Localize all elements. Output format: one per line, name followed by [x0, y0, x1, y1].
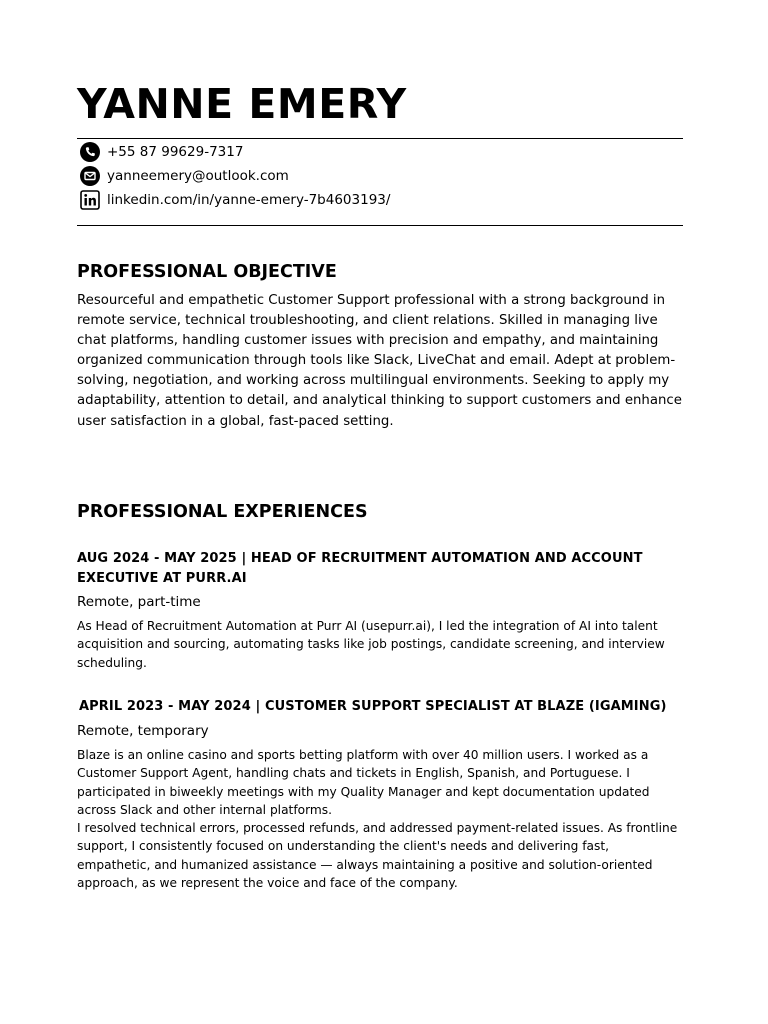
- contact-linkedin: [79, 189, 390, 211]
- objective-text: Resourceful and empathetic Customer Support professional with a strong background in remote service, technical troubleshooting, and client relations. Skilled in managing live chat platforms, handling customer issues with precision and empathy, and maintaining organized communication through tools like Slack, LiveChat and email. Adept at problem-solving, negotiation, and working across multilingual environments. Seeking to apply my adaptability, attention to detail, and analytical thinking to support customers and enhance user satisfaction in a global, fast-paced setting.: [77, 293, 682, 429]
- job-title-blaze: APRIL 2023 - MAY 2024 | CUSTOMER SUPPORT SPECIALIST AT BLAZE (IGAMING): [79, 699, 667, 714]
- job-subtitle-purr: Remote, part-time: [77, 594, 201, 610]
- email-address[interactable]: yanneemery@outlook.com: [107, 168, 289, 184]
- email-icon: [79, 165, 101, 187]
- job-subtitle-blaze: Remote, temporary: [77, 723, 209, 739]
- experiences-heading: PROFESSIONAL EXPERIENCES: [77, 502, 368, 522]
- phone-number[interactable]: +55 87 99629-7317: [107, 144, 244, 160]
- linkedin-icon: [79, 189, 101, 211]
- contact-email: [79, 165, 289, 187]
- header-divider-top: [77, 138, 683, 139]
- linkedin-url[interactable]: linkedin.com/in/yanne-emery-7b4603193/: [107, 192, 391, 208]
- job-description-blaze: [77, 746, 683, 892]
- job-description-purr: As Head of Recruitment Automation at Purr AI (usepurr.ai), I led the integration of AI into talent acquisition and sourcing, automating tasks like job postings, candidate screening, and interview scheduling.: [77, 619, 665, 670]
- job-description-blaze-paragraph-1: Blaze is an online casino and sports betting platform with over 40 million users. I worked as a Customer Support Agent, handling chats and tickets in English, Spanish, and Portuguese. I participated in biweekly meetings with my Quality Manager and kept documentation updated across Slack and other internal platforms.: [77, 748, 650, 817]
- job-description-blaze-paragraph-2: I resolved technical errors, processed refunds, and addressed payment-related issues. As frontline support, I consistently focused on understanding the client's needs and delivering fast, empathetic, and humanized assistance — always maintaining a positive and solution-oriented approach, as we represent the voice and face of the company.: [77, 821, 678, 891]
- objective-heading: PROFESSIONAL OBJECTIVE: [77, 262, 337, 282]
- phone-icon: [79, 141, 101, 163]
- header-divider-bottom: [77, 225, 683, 226]
- candidate-name: YANNE EMERY: [77, 80, 407, 128]
- contact-phone: [79, 141, 243, 163]
- job-title-purr: AUG 2024 - MAY 2025 | HEAD OF RECRUITMENT AUTOMATION AND ACCOUNT EXECUTIVE AT PURR.AI: [77, 551, 643, 586]
